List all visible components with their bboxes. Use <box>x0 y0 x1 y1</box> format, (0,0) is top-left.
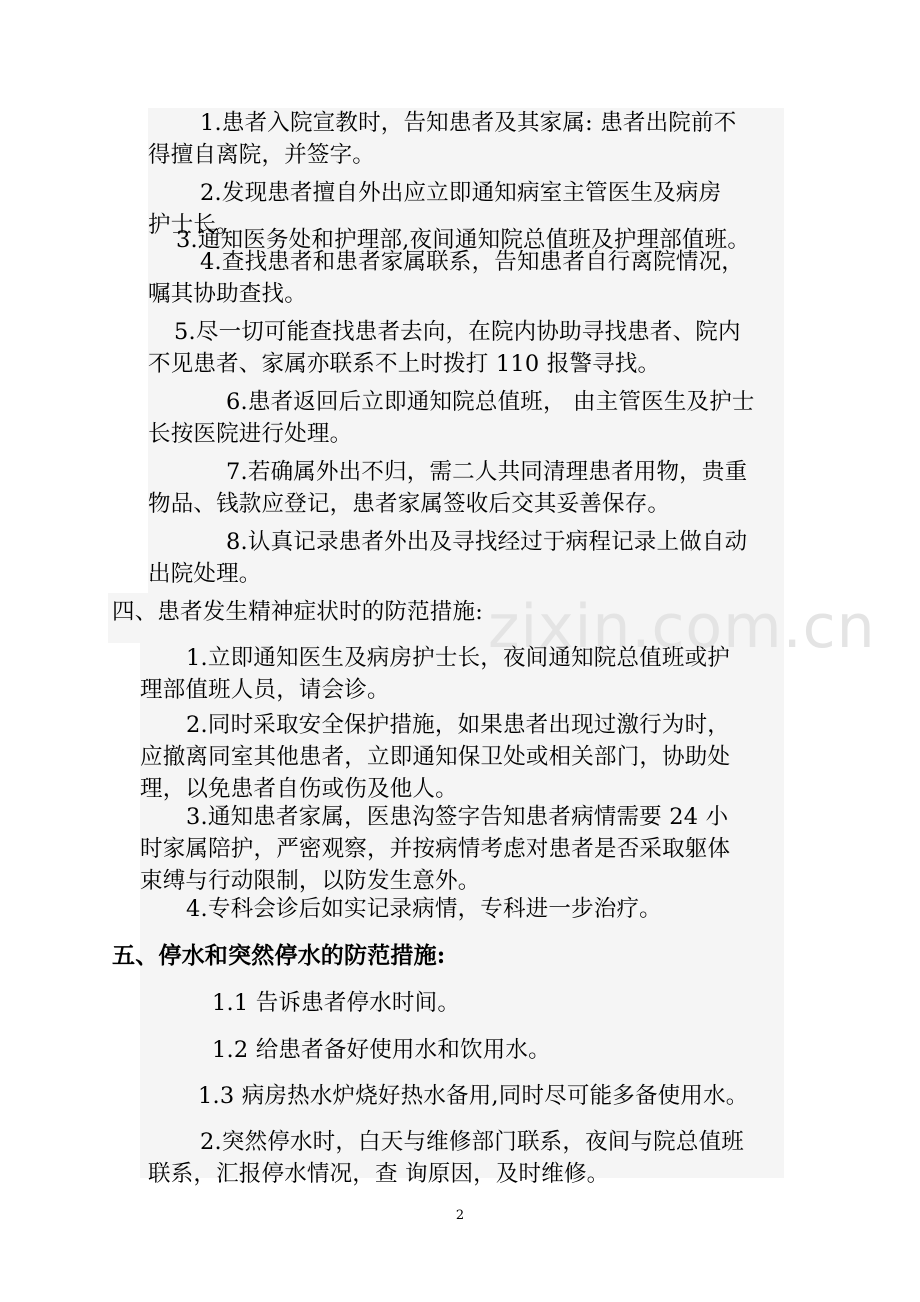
text-line: 五、停水和突然停水的防范措施: <box>112 942 446 969</box>
text-line: 7.若确属外出不归，需二人共同清理患者用物，贵重 <box>226 459 748 485</box>
watermark-text: zixin.com.cn <box>488 592 876 662</box>
text-line: 2.同时采取安全保护措施，如果患者出现过激行为时， <box>186 712 730 738</box>
text-line: 联系，汇报停水情况，查 询原因，及时维修。 <box>148 1161 610 1187</box>
text-line: 2.突然停水时，白天与维修部门联系，夜间与院总值班 <box>200 1129 744 1155</box>
paragraph-4-4 <box>140 893 790 925</box>
text-line: 6.患者返回后立即通知院总值班， 由主管医生及护士 <box>226 389 755 415</box>
paragraph-4-2 <box>140 709 790 805</box>
text-line: 四、患者发生精神症状时的防范措施: <box>112 599 483 625</box>
text-line: 3.通知患者家属，医患沟签字告知患者病情需要 24 小 <box>186 804 729 830</box>
paragraph-3-7 <box>148 456 788 520</box>
text-line: 1.立即通知医生及病房护士长，夜间通知院总值班或护 <box>186 645 730 671</box>
text-line: 3.通知医务处和护理部,夜间通知院总值班及护理部值班。 <box>176 227 751 253</box>
text-line: 理部值班人员，请会诊。 <box>140 677 390 703</box>
text-line: 护士长。 <box>148 212 239 238</box>
text-line: 2.发现患者擅自外出应立即通知病室主管医生及病房 <box>200 180 722 206</box>
text-line: 应撤离同室其他患者，立即通知保卫处或相关部门，协助处 <box>140 744 731 770</box>
section-heading-5 <box>112 940 752 972</box>
text-line: 5.尽一切可能查找患者去向，在院内协助寻找患者、院内 <box>174 319 741 345</box>
text-line: 8.认真记录患者外出及寻找经过于病程记录上做自动 <box>226 529 748 555</box>
paragraph-5-2 <box>212 1034 772 1066</box>
paragraph-4-3 <box>140 801 790 897</box>
paragraph-3-1 <box>148 107 788 171</box>
paragraph-3-4 <box>148 246 788 310</box>
text-line: 1.1 告诉患者停水时间。 <box>212 990 461 1016</box>
paragraph-3-8 <box>148 526 788 590</box>
text-line: 嘱其协助查找。 <box>148 281 307 307</box>
paragraph-5-4 <box>148 1126 788 1190</box>
text-line: 1.患者入院宣教时，告知患者及其家属: 患者出院前不 <box>200 110 737 136</box>
paragraph-5-1 <box>212 987 772 1019</box>
paragraph-4-1 <box>140 642 790 706</box>
page-number: 2 <box>455 1208 465 1223</box>
text-line: 4.专科会诊后如实记录病情，专科进一步治疗。 <box>186 896 662 922</box>
text-line: 1.2 给患者备好使用水和饮用水。 <box>212 1037 551 1063</box>
text-line: 4.查找患者和患者家属联系，告知患者自行离院情况， <box>200 249 744 275</box>
text-line: 束缚与行动限制，以防发生意外。 <box>140 868 481 894</box>
text-line: 长按医院进行处理。 <box>148 421 353 447</box>
text-line: 得擅自离院，并签字。 <box>148 142 376 168</box>
text-line: 1.3 病房热水炉烧好热水备用,同时尽可能多备使用水。 <box>198 1083 749 1109</box>
paragraph-5-3 <box>198 1080 798 1112</box>
text-line: 出院处理。 <box>148 561 262 587</box>
text-line: 不见患者、家属亦联系不上时拨打 110 报警寻找。 <box>148 351 661 377</box>
paragraph-3-6 <box>148 386 788 450</box>
text-line: 时家属陪护，严密观察，并按病情考虑对患者是否采取躯体 <box>140 836 731 862</box>
text-line: 物品、钱款应登记，患者家属签收后交其妥善保存。 <box>148 491 671 517</box>
text-line: 理，以免患者自伤或伤及他人。 <box>140 776 458 802</box>
section-heading-4 <box>112 596 752 628</box>
paragraph-3-5 <box>148 316 788 380</box>
